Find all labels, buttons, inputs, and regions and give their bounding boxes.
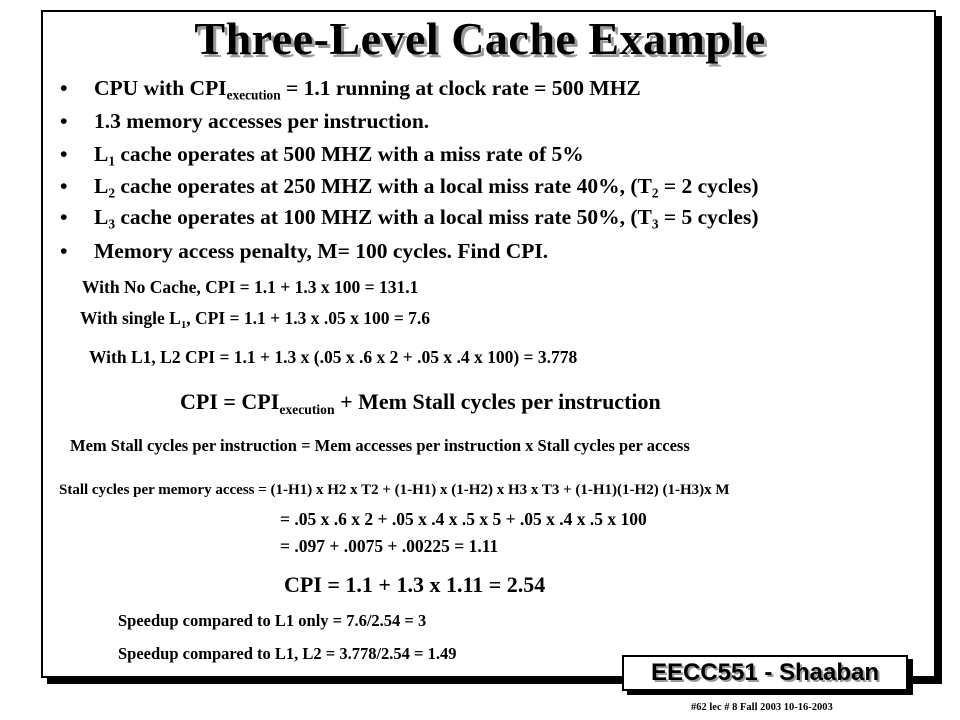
- cpi-result: CPI = 1.1 + 1.3 x 1.11 = 2.54: [284, 572, 546, 597]
- speedup-l1-only: Speedup compared to L1 only = 7.6/2.54 = 3: [118, 611, 427, 630]
- bullet-memory-accesses: • 1.3 memory accesses per instruction.: [60, 109, 430, 133]
- bullet-cpu: • CPU with $CPI_{execution} = 1.1$ running at clock rate = 500 MHZ: [60, 76, 641, 103]
- speedup-l1-l2: Speedup compared to L1, L2 = 3.778/2.54 = 1.49: [118, 644, 457, 663]
- stall-cycles-result: = .097 + .0075 + .00225 = 1.11: [280, 536, 499, 556]
- bullet-dot: •: [60, 205, 68, 229]
- bullet-dot: •: [60, 142, 68, 166]
- bullet-dot: •: [60, 239, 68, 263]
- bullet-dot: •: [60, 174, 68, 198]
- calc-l1-l2: With L1, L2 CPI = 1.1 + 1.3 x (.05 x .6 x 2 + .05 x .4 x 100) = 3.778: [89, 347, 578, 367]
- slide-footer: #62 lec # 8 Fall 2003 10-16-2003: [691, 702, 833, 713]
- bullet-dot: •: [60, 76, 68, 100]
- bullet-dot: •: [60, 109, 68, 133]
- bullet-l3-cache: • $L_3$ cache operates at 100 MHZ with a local miss rate 50%, ($T_3 = 5$ cycles): [60, 205, 759, 232]
- calc-single-l1: With single $L_1$, CPI = 1.1 + 1.3 x .05 x 100 = 7.6: [80, 308, 431, 331]
- bullet-memory-penalty: • Memory access penalty, M= 100 cycles. Find CPI.: [60, 239, 549, 263]
- calc-no-cache: With No Cache, CPI = 1.1 + 1.3 x 100 = 131.1: [82, 277, 419, 297]
- stall-cycles-formula: Stall cycles per memory access = (1-H1) x H2 x T2 + (1-H1) x (1-H2) x H3 x T3 + (1-H1)(1-H2) (1-H3)x M: [59, 482, 730, 498]
- course-badge-label: EECC551 - Shaaban: [650, 659, 880, 686]
- stall-cycles-substitution: = .05 x .6 x 2 + .05 x .4 x .5 x 5 + .05 x .4 x .5 x 100: [280, 509, 647, 529]
- mem-stall-formula: Mem Stall cycles per instruction = Mem accesses per instruction x Stall cycles per access: [70, 436, 690, 455]
- slide-title: Three-Level Cache Example: [194, 13, 766, 64]
- bullet-l2-cache: • $L_2$ cache operates at 250 MHZ with a local miss rate 40%, ($T_2 = 2$ cycles): [60, 174, 759, 201]
- cpi-formula: CPI = $CPI_{execution}$ + Mem Stall cycles per instruction: [180, 389, 661, 417]
- bullet-l1-cache: • $L_1$ cache operates at 500 MHZ with a miss rate of 5%: [60, 142, 584, 169]
